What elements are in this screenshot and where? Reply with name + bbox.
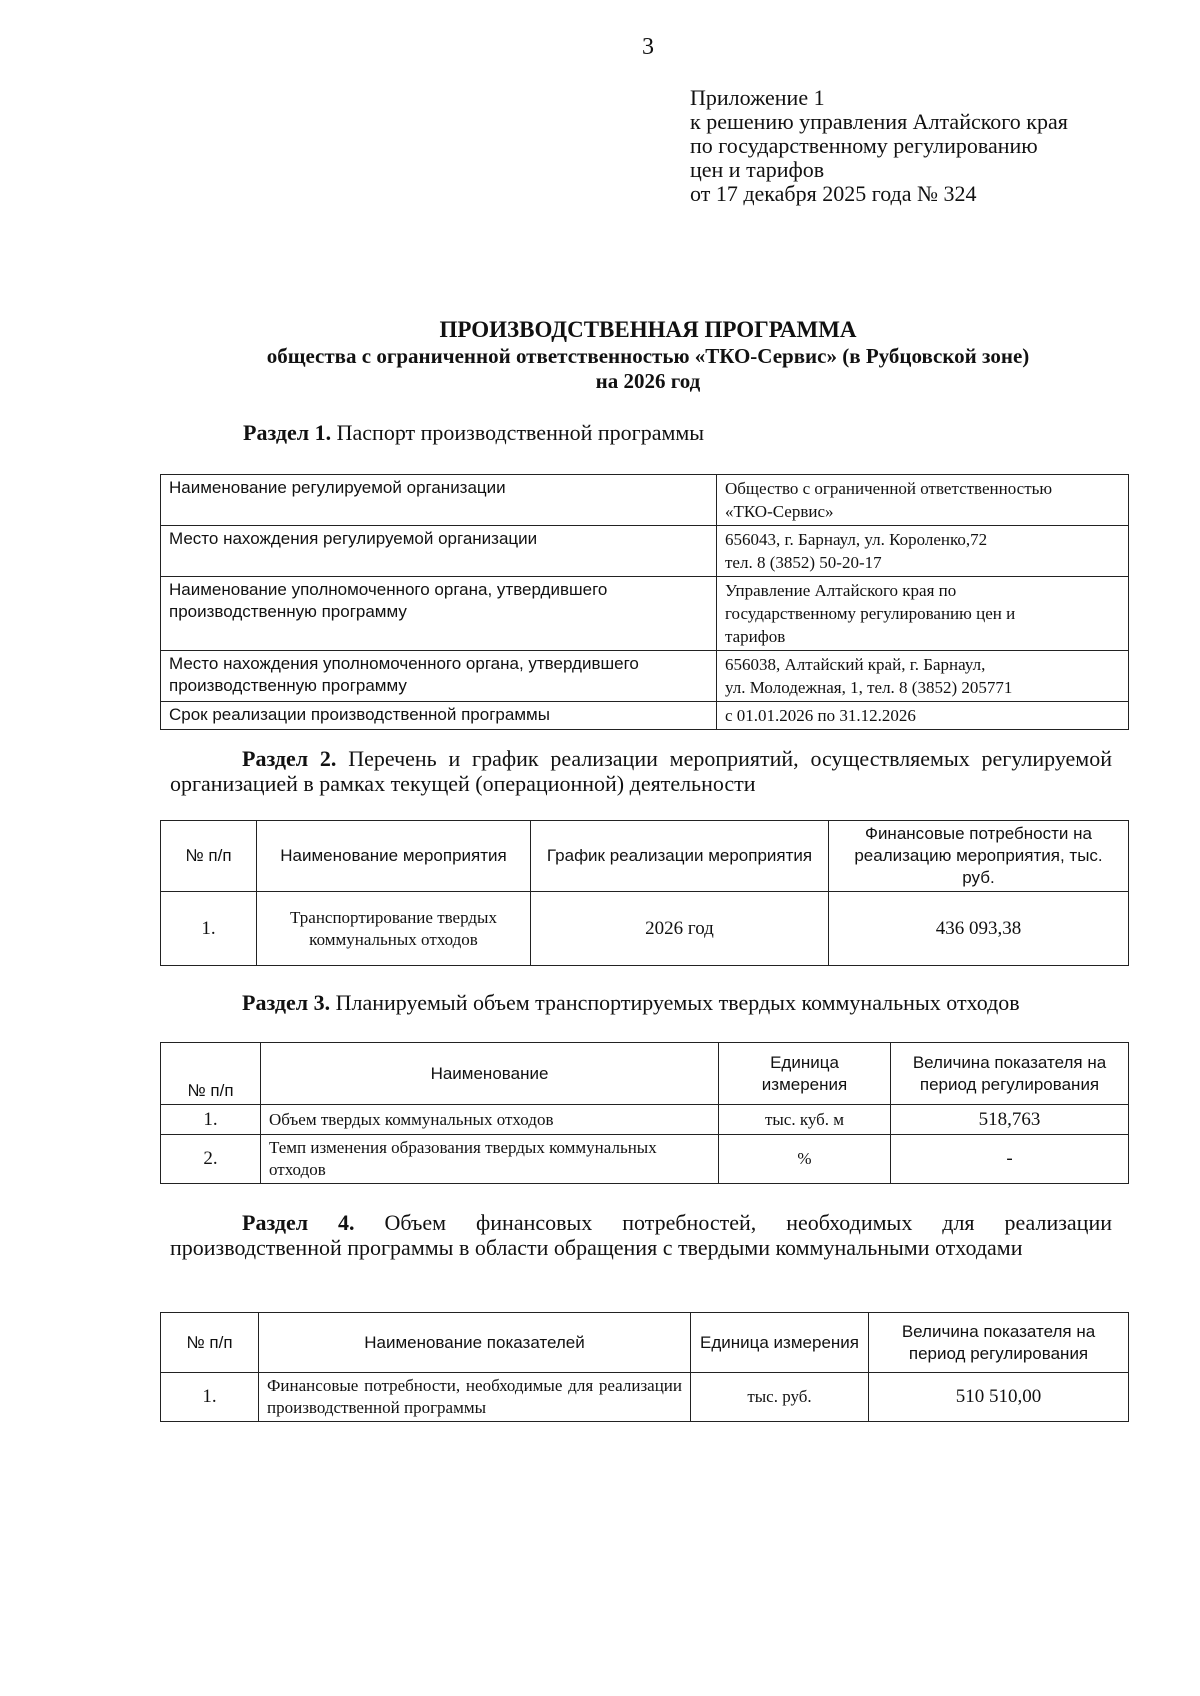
title-line-2: общества с ограниченной ответственностью «ТКО-Сервис» (в Рубцовской зоне): [266, 344, 1030, 368]
column-header: Величина показателя на период регулирования: [869, 1313, 1129, 1373]
row-label: Срок реализации производственной программы: [161, 702, 717, 730]
column-header: № п/п: [161, 1043, 261, 1105]
column-header: № п/п: [161, 821, 257, 892]
row-value: [717, 475, 1129, 526]
row-number: 1.: [161, 1105, 261, 1135]
column-header: Финансовые потребности на реализацию мероприятия, тыс. руб.: [829, 821, 1129, 892]
title-line-1: ПРОИЗВОДСТВЕННАЯ ПРОГРАММА: [439, 317, 857, 342]
indicator-unit: тыс. руб.: [691, 1373, 869, 1422]
column-header: Единица измерения: [691, 1313, 869, 1373]
section2-label: Раздел 2.: [242, 746, 337, 771]
table-header-row: [161, 821, 1129, 892]
value-line: 656043, г. Барнаул, ул. Короленко,72: [725, 530, 988, 549]
indicator-unit: %: [719, 1135, 891, 1184]
row-label: Наименование регулируемой организации: [161, 475, 717, 526]
indicator-value: 510 510,00: [869, 1373, 1129, 1422]
row-number: 2.: [161, 1135, 261, 1184]
section2-activities-table: [160, 820, 1129, 966]
section4-heading: [170, 1210, 1112, 1260]
table-header-row: [161, 1313, 1129, 1373]
column-header: Наименование мероприятия: [257, 821, 531, 892]
value-line: «ТКО-Сервис»: [725, 502, 834, 521]
column-header: № п/п: [161, 1313, 259, 1373]
row-value: [717, 577, 1129, 651]
column-header: Величина показателя на период регулирования: [891, 1043, 1129, 1105]
value-line: тарифов: [725, 627, 786, 646]
appendix-line: от 17 декабря 2025 года № 324: [690, 181, 977, 206]
table-row: [161, 651, 1129, 702]
row-value: с 01.01.2026 по 31.12.2026: [717, 702, 1129, 730]
value-line: Управление Алтайского края по: [725, 581, 957, 600]
row-label: Место нахождения регулируемой организации: [161, 526, 717, 577]
section2-heading: [170, 746, 1112, 796]
section1-label: Раздел 1.: [243, 420, 332, 445]
section4-text: Объем финансовых потребностей, необходимых для реализации производственной программы в области обращения с твердыми коммунальными отходами: [170, 1210, 1112, 1260]
section1-text: Паспорт производственной программы: [336, 420, 705, 445]
indicator-unit: тыс. куб. м: [719, 1105, 891, 1135]
row-label: Наименование уполномоченного органа, утвердившего производственную программу: [161, 577, 717, 651]
table-row: [161, 1135, 1129, 1184]
activity-schedule: 2026 год: [531, 892, 829, 966]
section3-volume-table: [160, 1042, 1129, 1184]
indicator-name: Объем твердых коммунальных отходов: [261, 1105, 719, 1135]
indicator-name: Темп изменения образования твердых коммунальных отходов: [261, 1135, 719, 1184]
table-row: [161, 526, 1129, 577]
section1-heading: [243, 420, 704, 445]
row-value: [717, 526, 1129, 577]
row-value: [717, 651, 1129, 702]
section1-passport-table: [160, 474, 1129, 730]
title-line-3: на 2026 год: [595, 369, 701, 393]
value-line: тел. 8 (3852) 50-20-17: [725, 553, 882, 572]
document-title: [150, 316, 1146, 394]
value-line: ул. Молодежная, 1, тел. 8 (3852) 205771: [725, 678, 1013, 697]
table-row: [161, 1373, 1129, 1422]
indicator-value: 518,763: [891, 1105, 1129, 1135]
section3-label: Раздел 3.: [242, 990, 331, 1015]
column-header: Наименование: [261, 1043, 719, 1105]
section4-label: Раздел 4.: [242, 1210, 355, 1235]
column-header: Наименование показателей: [259, 1313, 691, 1373]
value-line: государственному регулированию цен и: [725, 604, 1016, 623]
appendix-line: к решению управления Алтайского края: [690, 109, 1068, 134]
page-number: 3: [642, 34, 654, 60]
column-header: Единица измерения: [719, 1043, 891, 1105]
indicator-value: -: [891, 1135, 1129, 1184]
table-header-row: [161, 1043, 1129, 1105]
activity-name: Транспортирование твердых коммунальных отходов: [257, 892, 531, 966]
value-line: Общество с ограниченной ответственностью: [725, 479, 1053, 498]
section2-text: Перечень и график реализации мероприятий, осуществляемых регулируемой организацией в рамках текущей (операционной) деятельности: [170, 746, 1112, 796]
section4-finance-table: [160, 1312, 1129, 1422]
appendix-line: Приложение 1: [690, 85, 825, 110]
row-number: 1.: [161, 892, 257, 966]
indicator-name: Финансовые потребности, необходимые для реализации производственной программы: [259, 1373, 691, 1422]
row-number: 1.: [161, 1373, 259, 1422]
section3-heading: [242, 990, 1020, 1015]
table-row: [161, 475, 1129, 526]
appendix-block: [690, 86, 1068, 206]
table-row: [161, 702, 1129, 730]
appendix-line: по государственному регулированию: [690, 133, 1038, 158]
section3-text: Планируемый объем транспортируемых твердых коммунальных отходов: [335, 990, 1020, 1015]
table-row: [161, 892, 1129, 966]
row-label: Место нахождения уполномоченного органа, утвердившего производственную программу: [161, 651, 717, 702]
appendix-line: цен и тарифов: [690, 157, 825, 182]
column-header: График реализации мероприятия: [531, 821, 829, 892]
table-row: [161, 577, 1129, 651]
activity-amount: 436 093,38: [829, 892, 1129, 966]
table-row: [161, 1105, 1129, 1135]
value-line: 656038, Алтайский край, г. Барнаул,: [725, 655, 986, 674]
